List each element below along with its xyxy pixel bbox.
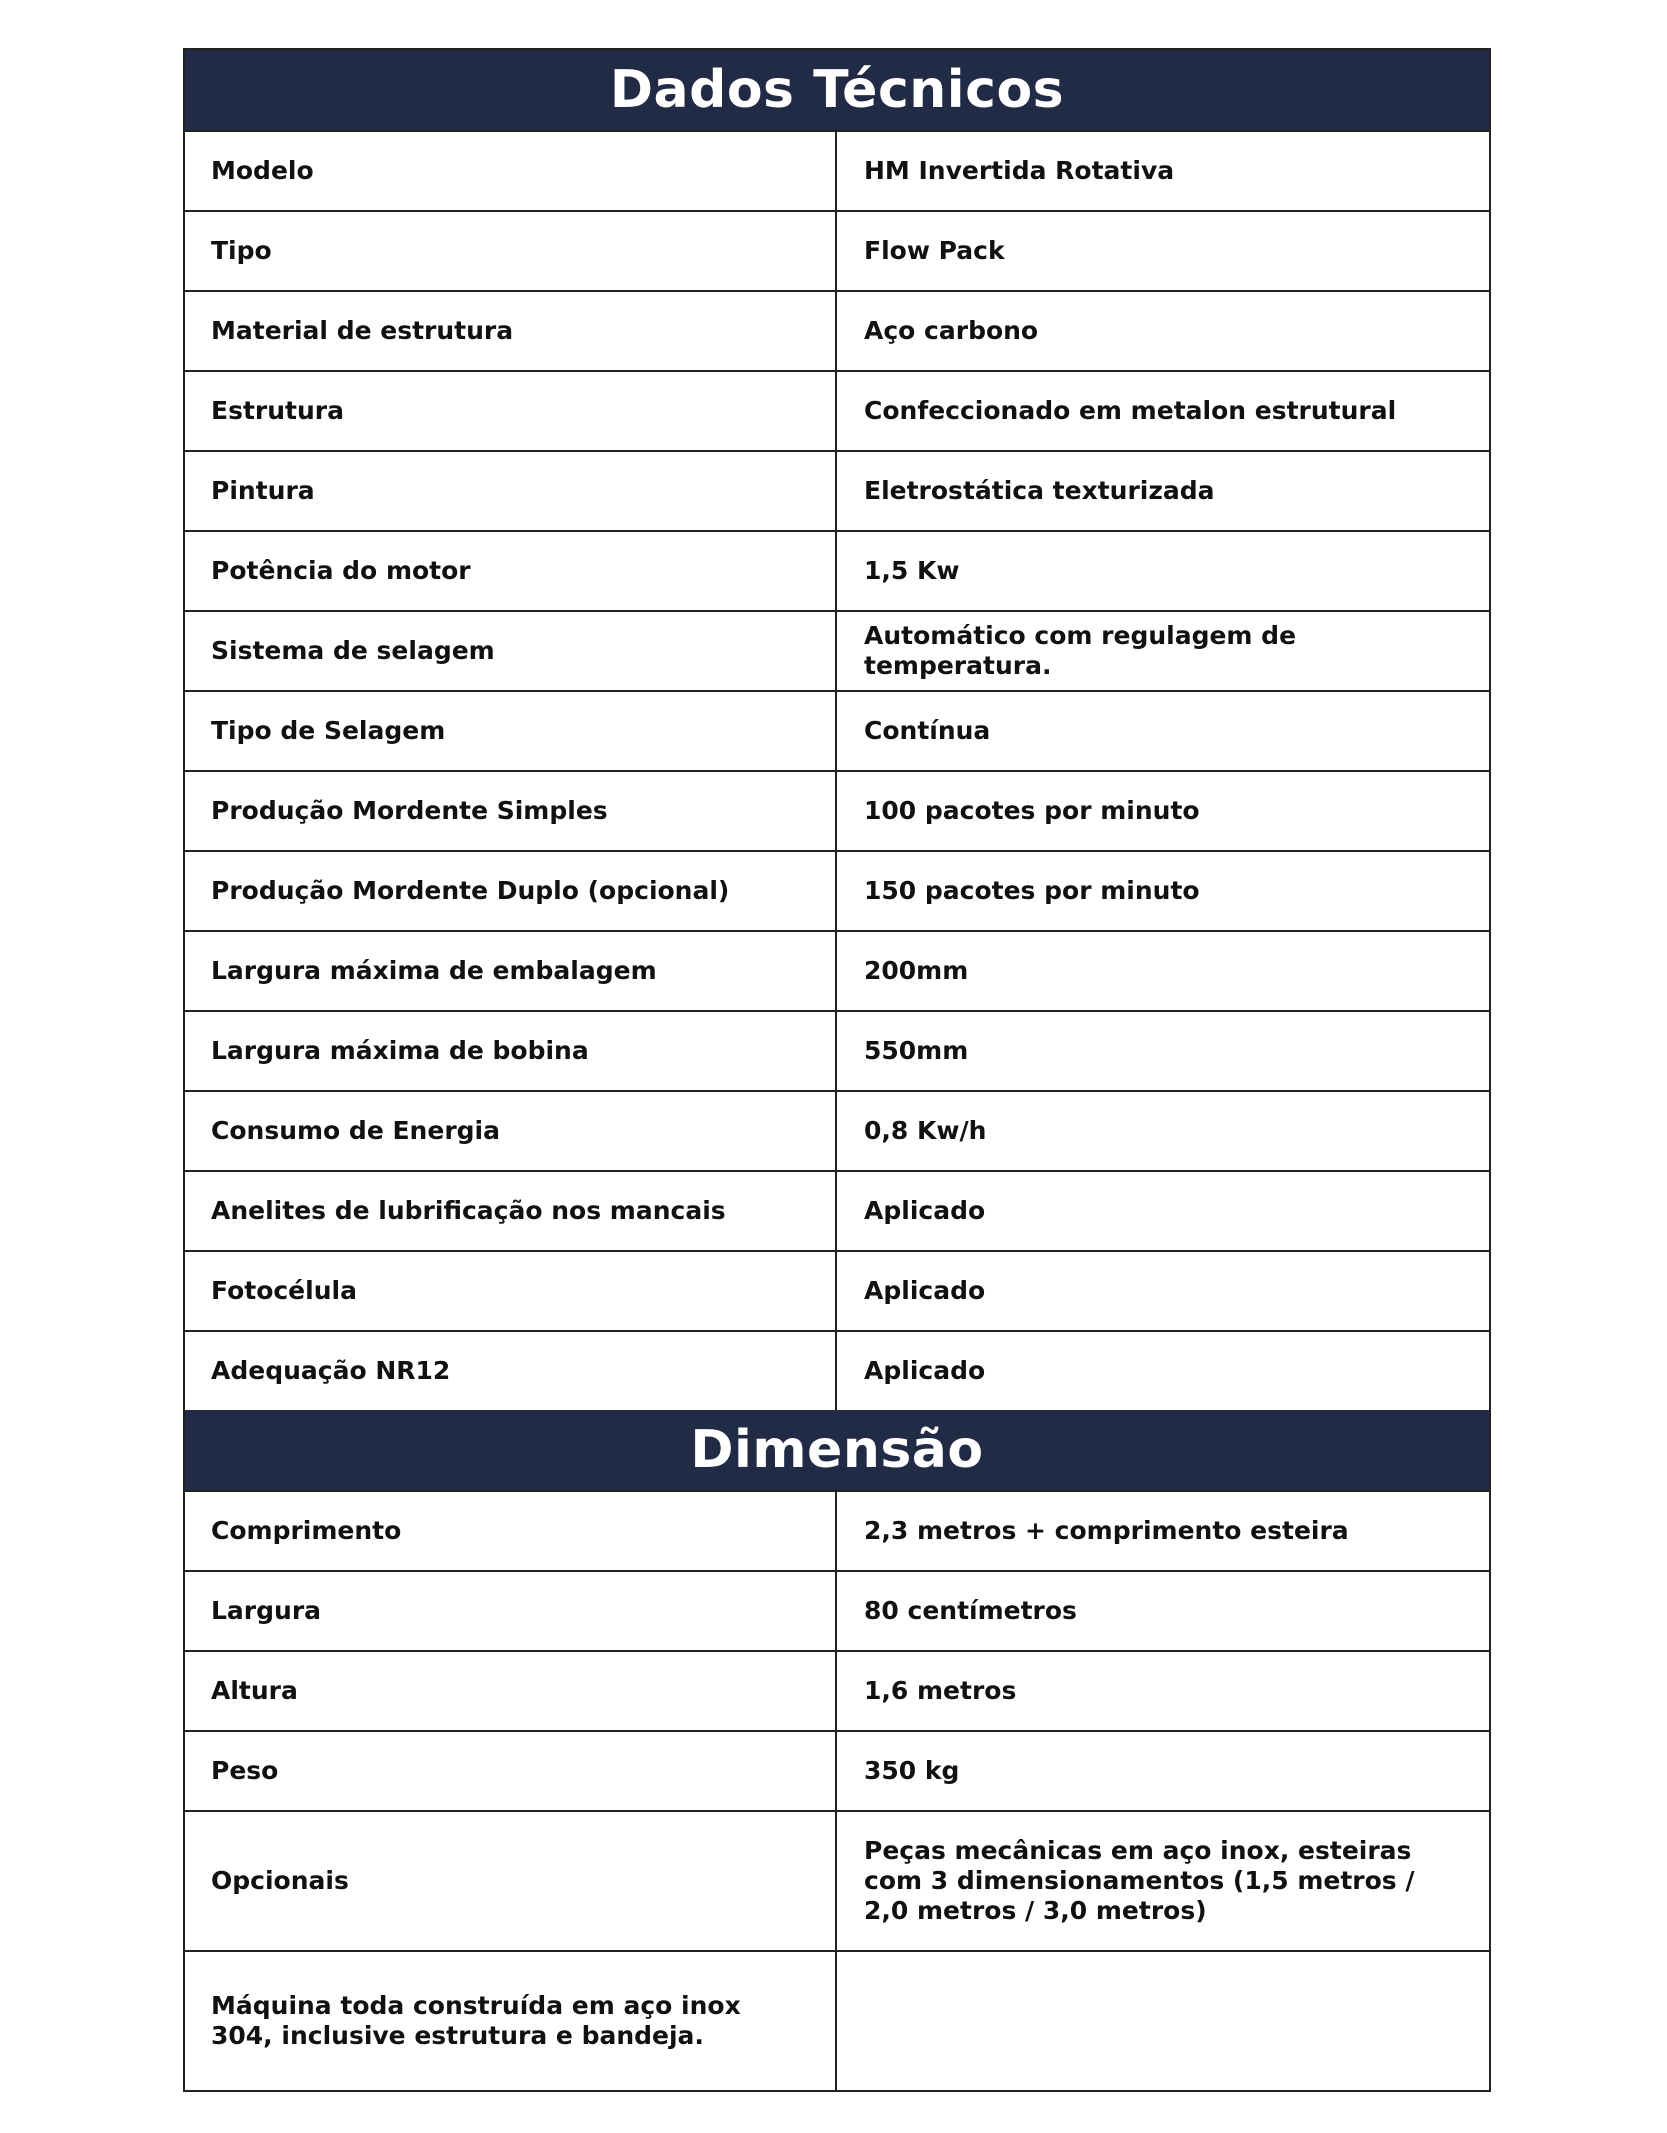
row-value: 2,3 metros + comprimento esteira [864, 1516, 1349, 1545]
row-value: Aço carbono [864, 316, 1039, 345]
row-value: 0,8 Kw/h [864, 1116, 987, 1145]
row-value: 80 centímetros [864, 1596, 1077, 1625]
row-value: Automático com regulagem de temperatura. [864, 621, 1297, 680]
table-row [185, 930, 1489, 1010]
row-label: Fotocélula [185, 1252, 837, 1330]
table-row [185, 1730, 1489, 1810]
row-label: Material de estrutura [185, 292, 837, 370]
row-label: Máquina toda construída em aço inox 304, inclusive estrutura e bandeja. [185, 1952, 837, 2090]
table-row [185, 1170, 1489, 1250]
table-row [185, 850, 1489, 930]
table-row [185, 530, 1489, 610]
row-label: Comprimento [185, 1492, 837, 1570]
row-label: Sistema de selagem [185, 612, 837, 690]
row-value: Aplicado [864, 1196, 986, 1225]
table-row [185, 1950, 1489, 2090]
table-row [185, 1650, 1489, 1730]
row-label: Opcionais [185, 1812, 837, 1950]
table-row [185, 610, 1489, 690]
row-value: Flow Pack [864, 236, 1005, 265]
row-label: Estrutura [185, 372, 837, 450]
row-label: Adequação NR12 [185, 1332, 837, 1410]
row-value: 350 kg [864, 1756, 960, 1785]
row-value: 150 pacotes por minuto [864, 876, 1200, 905]
row-label: Produção Mordente Simples [185, 772, 837, 850]
row-label: Largura máxima de bobina [185, 1012, 837, 1090]
table-row [185, 1250, 1489, 1330]
row-value: 1,6 metros [864, 1676, 1017, 1705]
row-value: Peças mecânicas em aço inox, esteiras com 3 dimensionamentos (1,5 metros / 2,0 metros / 3,0 metros) [864, 1836, 1415, 1925]
table-row [185, 690, 1489, 770]
table-row [185, 370, 1489, 450]
row-value: 1,5 Kw [864, 556, 960, 585]
row-value: Aplicado [864, 1276, 986, 1305]
row-label: Pintura [185, 452, 837, 530]
section-title-technical-data: Dados Técnicos [185, 50, 1489, 130]
row-value: Eletrostática texturizada [864, 476, 1215, 505]
table-row [185, 130, 1489, 210]
row-value: Contínua [864, 716, 991, 745]
table-row [185, 1570, 1489, 1650]
table-row [185, 1810, 1489, 1950]
table-row [185, 1490, 1489, 1570]
table-row [185, 1010, 1489, 1090]
row-label: Altura [185, 1652, 837, 1730]
row-label: Anelites de lubrificação nos mancais [185, 1172, 837, 1250]
table-row [185, 450, 1489, 530]
row-label: Modelo [185, 132, 837, 210]
spec-sheet [183, 48, 1491, 2092]
row-value: Aplicado [864, 1356, 986, 1385]
row-value [837, 1952, 1489, 2090]
table-row [185, 210, 1489, 290]
row-label: Tipo [185, 212, 837, 290]
table-row [185, 1330, 1489, 1410]
table-row [185, 290, 1489, 370]
row-value: HM Invertida Rotativa [864, 156, 1175, 185]
row-label: Largura máxima de embalagem [185, 932, 837, 1010]
row-label: Largura [185, 1572, 837, 1650]
row-value: Confeccionado em metalon estrutural [864, 396, 1397, 425]
dimensions-table [185, 1490, 1489, 2090]
table-row [185, 1090, 1489, 1170]
row-label: Consumo de Energia [185, 1092, 837, 1170]
row-label: Produção Mordente Duplo (opcional) [185, 852, 837, 930]
row-label: Tipo de Selagem [185, 692, 837, 770]
row-value: 550mm [864, 1036, 969, 1065]
row-value: 200mm [864, 956, 969, 985]
row-label: Peso [185, 1732, 837, 1810]
row-label: Potência do motor [185, 532, 837, 610]
section-title-dimensions: Dimensão [185, 1410, 1489, 1490]
row-value: 100 pacotes por minuto [864, 796, 1200, 825]
table-row [185, 770, 1489, 850]
technical-data-table [185, 130, 1489, 1410]
